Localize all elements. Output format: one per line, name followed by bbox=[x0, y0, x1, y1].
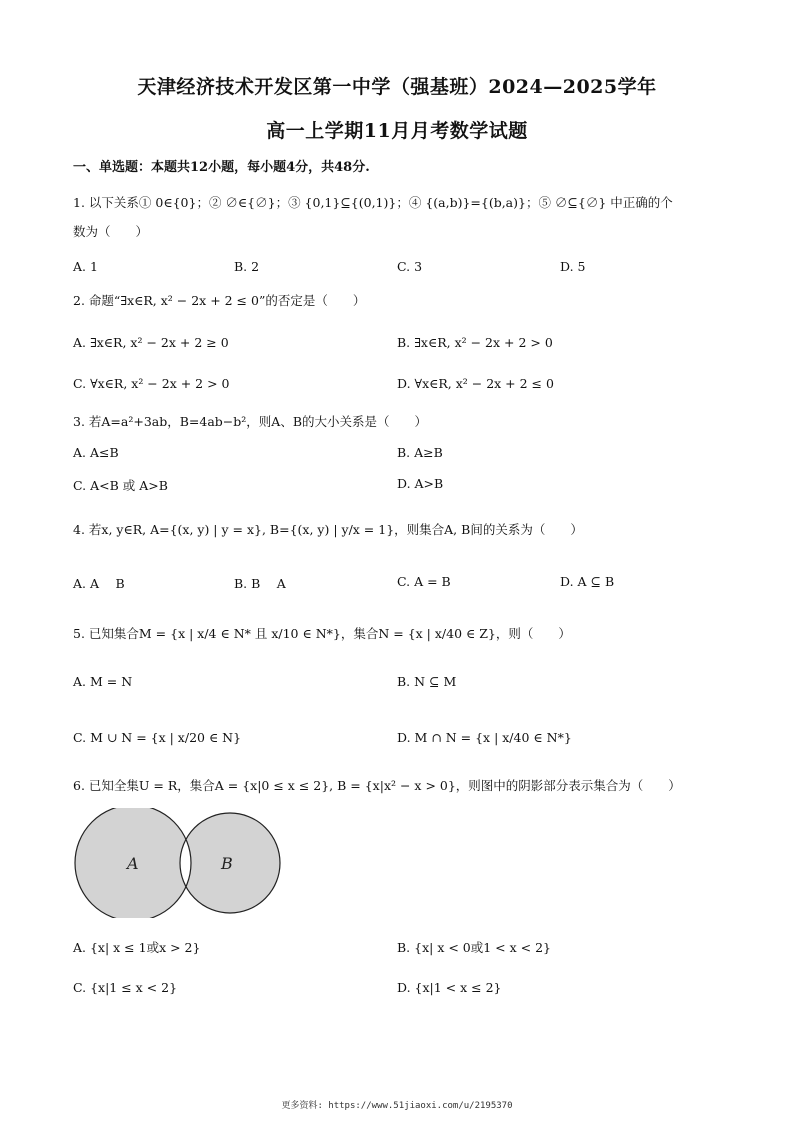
question-5-option-b: B. N ⊆ M bbox=[397, 674, 457, 689]
question-3-option-d: D. A>B bbox=[397, 476, 444, 491]
question-3-option-c: C. A<B 或 A>B bbox=[73, 478, 168, 493]
question-3-stem: 3. 若A=a²+3ab，B=4ab−b²，则A、B的大小关系是（ ） bbox=[73, 414, 428, 429]
question-6-option-c: C. {x|1 ≤ x < 2} bbox=[73, 980, 178, 995]
question-4-stem: 4. 若x, y∈R, A={(x, y) | y = x}, B={(x, y) | y/x = 1}，则集合A, B间的关系为（ ） bbox=[73, 522, 583, 537]
page-title-line1: 天津经济技术开发区第一中学（强基班）2024—2025学年 bbox=[137, 76, 657, 98]
section-heading: 一、单选题：本题共12小题，每小题4分，共48分. bbox=[73, 160, 370, 175]
question-2-option-a: A. ∃x∈R, x² − 2x + 2 ≥ 0 bbox=[73, 335, 229, 350]
question-1-stem-line1: 1. 以下关系① 0∈{0}；② ∅∈{∅}；③ {0,1}⊆{(0,1)}；④ {(a,b)}={(b,a)}；⑤ ∅⊆{∅} 中正确的个 bbox=[73, 195, 673, 210]
question-1-option-a: A. 1 bbox=[73, 259, 98, 274]
question-6-option-d: D. {x|1 < x ≤ 2} bbox=[397, 980, 502, 995]
question-3-option-b: B. A≥B bbox=[397, 445, 443, 460]
footer-link[interactable]: 更多资料: https://www.51jiaoxi.com/u/2195370 bbox=[281, 1101, 513, 1111]
question-5-option-c: C. M ∪ N = {x | x/20 ∈ N} bbox=[73, 730, 242, 745]
question-6-option-b: B. {x| x < 0或1 < x < 2} bbox=[397, 940, 551, 955]
question-3-option-a: A. A≤B bbox=[73, 445, 119, 460]
question-4-option-c: C. A = B bbox=[397, 574, 451, 589]
venn-label-a: A bbox=[127, 854, 139, 873]
question-6-stem: 6. 已知全集U = R，集合A = {x|0 ≤ x ≤ 2}, B = {x|x² − x > 0}，则图中的阴影部分表示集合为（ ） bbox=[73, 778, 681, 793]
question-1-option-b: B. 2 bbox=[234, 259, 260, 274]
venn-label-b: B bbox=[221, 854, 233, 873]
question-1-stem-line2: 数为（ ） bbox=[73, 224, 149, 239]
question-2-option-c: C. ∀x∈R, x² − 2x + 2 > 0 bbox=[73, 376, 230, 391]
venn-diagram bbox=[70, 808, 285, 918]
question-5-option-d: D. M ∩ N = {x | x/40 ∈ N*} bbox=[397, 730, 572, 745]
page-title-line2: 高一上学期11月月考数学试题 bbox=[266, 120, 528, 142]
question-4-option-b: B. B A bbox=[234, 576, 286, 591]
question-5-option-a: A. M = N bbox=[73, 674, 133, 689]
question-1-option-d: D. 5 bbox=[560, 259, 586, 274]
question-1-option-c: C. 3 bbox=[397, 259, 423, 274]
question-4-option-a: A. A B bbox=[73, 576, 125, 591]
question-4-option-d: D. A ⊆ B bbox=[560, 574, 615, 589]
question-5-stem: 5. 已知集合M = {x | x/4 ∈ N* 且 x/10 ∈ N*}，集合N = {x | x/40 ∈ Z}，则（ ） bbox=[73, 626, 571, 641]
question-6-option-a: A. {x| x ≤ 1或x > 2} bbox=[73, 940, 201, 955]
question-2-stem: 2. 命题“∃x∈R, x² − 2x + 2 ≤ 0”的否定是（ ） bbox=[73, 293, 366, 308]
question-2-option-d: D. ∀x∈R, x² − 2x + 2 ≤ 0 bbox=[397, 376, 554, 391]
question-2-option-b: B. ∃x∈R, x² − 2x + 2 > 0 bbox=[397, 335, 553, 350]
